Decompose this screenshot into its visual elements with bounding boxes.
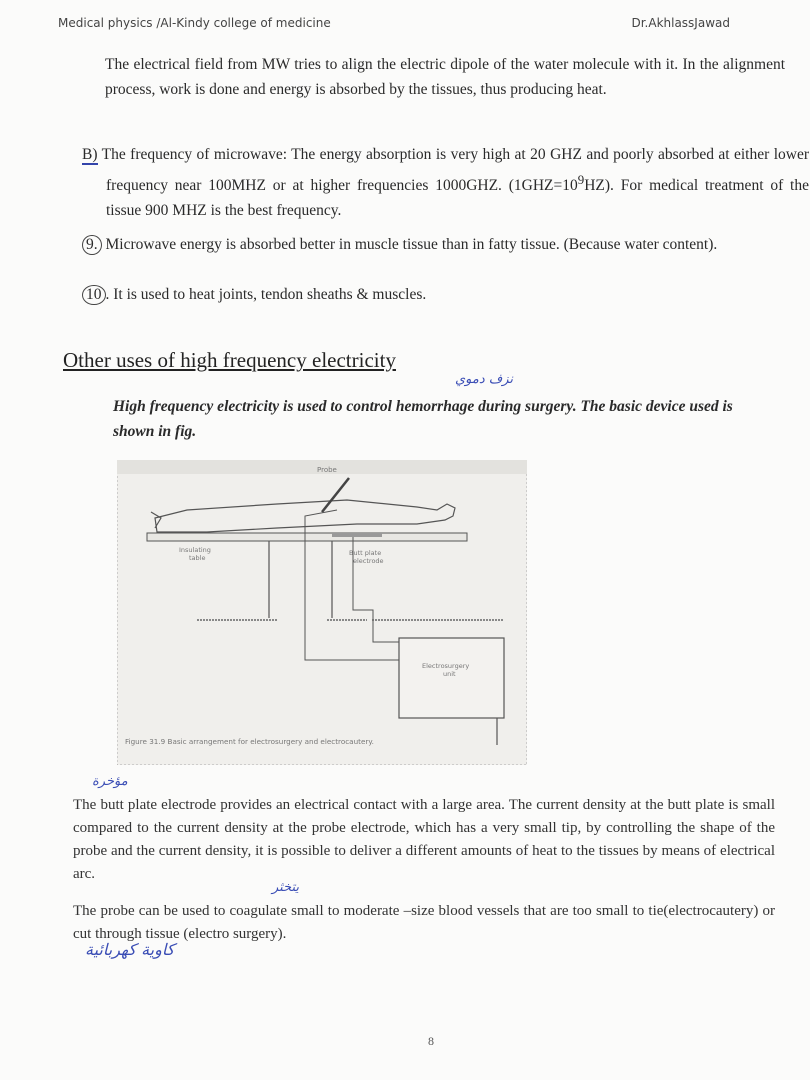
section-heading: Other uses of high frequency electricity <box>63 348 396 372</box>
handwritten-note-electrocautery: كاوية كهربائية <box>85 940 175 959</box>
item-10 <box>82 282 809 307</box>
unit-label-1: Electrosurgery <box>422 662 470 670</box>
butt-plate <box>332 533 382 537</box>
item-10-text: . It is used to heat joints, tendon sheaths & muscles. <box>105 286 427 303</box>
insulating-label-1: Insulating <box>179 546 211 554</box>
item-b-marker: B) <box>82 146 98 163</box>
item-10-number: 10 <box>82 285 106 305</box>
item-b <box>82 142 809 223</box>
butt-plate-paragraph: The butt plate electrode provides an electrical contact with a large area. The current density at the butt plate is small compared to the current density at the probe electrode, which has a very small tip, by controlling the shape of the probe and the current density, it is possible to deliver a different amounts of heat to the tissues by means of electrical arc. <box>73 797 775 882</box>
header-course-title: Medical physics /Al-Kindy college of medicine <box>58 16 331 30</box>
probe-label: Probe <box>317 466 337 474</box>
item-b-superscript: 9 <box>577 172 585 187</box>
header-author: Dr.AkhlassJawad <box>631 16 730 30</box>
insulating-table <box>147 533 467 541</box>
item-b-text-after: HZ). For medical treatment of the tissue 900 MHZ is the best frequency. <box>106 177 809 220</box>
handwritten-note-coagulate: يتخثر <box>272 880 300 895</box>
figure-frame <box>117 460 527 765</box>
item-b-text-before: The frequency of microwave: The energy absorption is very high at 20 GHZ and poorly absorbed at either lower frequency near 100MHZ or at higher frequencies 1000GHZ. (1GHZ=10 <box>97 146 809 195</box>
figure-caption: Figure 31.9 Basic arrangement for electrosurgery and electrocautery. <box>125 737 374 746</box>
unit-label-2: unit <box>443 670 456 678</box>
section-intro: High frequency electricity is used to control hemorrhage during surgery. The basic device used is shown in fig. <box>113 398 733 440</box>
insulating-label-2: table <box>189 554 206 562</box>
page-number: 8 <box>428 1034 434 1048</box>
handwritten-note-hemorrhage: نزف دموي <box>455 372 514 387</box>
intro-paragraph: The electrical field from MW tries to align the electric dipole of the water molecule with it. In the alignment process, work is done and energy is absorbed by the tissues, thus producing heat. <box>105 56 785 98</box>
handwritten-note-butt: مؤخرة <box>92 774 128 789</box>
item-9-number: 9. <box>82 235 102 255</box>
butt-plate-label-2: electrode <box>353 557 384 565</box>
item-9-text: Microwave energy is absorbed better in muscle tissue than in fatty tissue. (Because water content). <box>101 236 718 253</box>
probe-paragraph: The probe can be used to coagulate small to moderate –size blood vessels that are too small to tie(electrocautery) or cut through tissue (electro surgery). <box>73 903 775 942</box>
electrosurgery-unit <box>399 638 504 718</box>
electrosurgery-figure <box>117 460 527 765</box>
butt-plate-label-1: Butt plate <box>349 549 382 557</box>
item-9 <box>82 232 809 257</box>
